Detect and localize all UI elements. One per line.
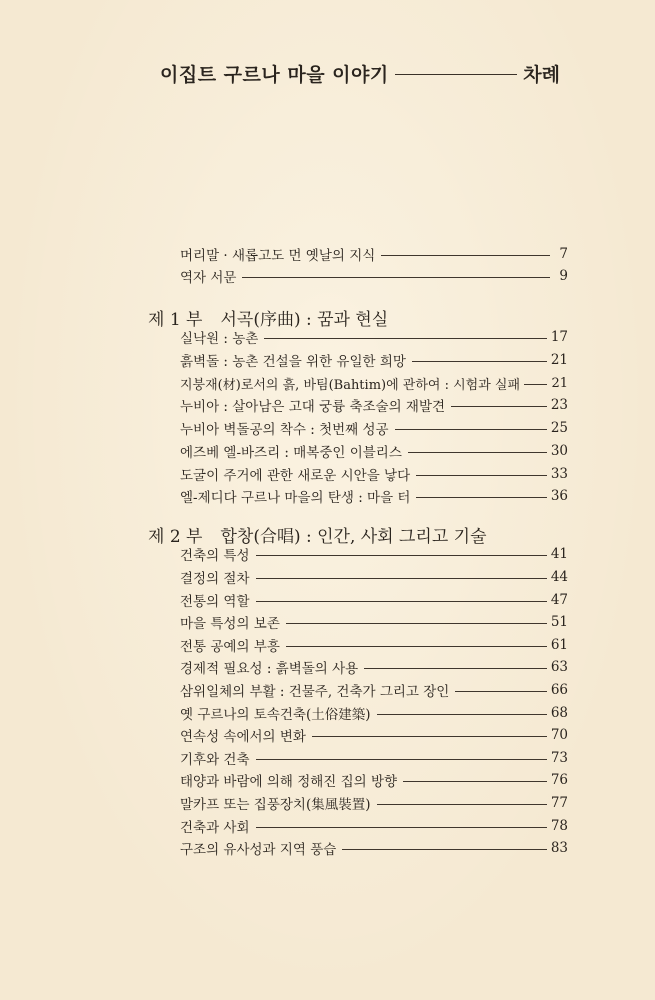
entry-title: 기후와 건축: [180, 752, 250, 768]
entry-title: 흙벽돌 : 농촌 건설을 위한 유일한 희망: [180, 354, 406, 370]
toc-entry: [180, 816, 568, 836]
entry-title: 태양과 바람에 의해 정해진 집의 방향: [180, 774, 398, 790]
leader-line: [342, 849, 546, 850]
toc-entry: [180, 680, 568, 700]
entry-page: 21: [550, 352, 568, 368]
entry-page: 21: [551, 375, 568, 391]
header-rule: [395, 74, 518, 75]
entry-title: 엘-제디다 구르나 마을의 탄생 : 마을 터: [180, 490, 411, 506]
leader-line: [455, 691, 546, 692]
leader-line: [242, 277, 550, 278]
leader-line: [312, 736, 547, 737]
toc-entry: [180, 590, 568, 610]
entry-title: 실낙원 : 농촌: [180, 331, 259, 347]
entry-page: 47: [550, 592, 568, 608]
leader-line: [286, 646, 547, 647]
entry-title: 지붕재(材)로서의 흙, 바팀(Bahtim)에 관하여 : 시험과 실패: [180, 377, 521, 393]
entry-page: 36: [550, 488, 568, 504]
leader-line: [416, 497, 546, 498]
entry-title: 전통 공예의 부흥: [180, 639, 280, 655]
entry-page: 63: [550, 659, 568, 675]
toc-label: 차례: [523, 63, 560, 86]
toc-entry: [180, 327, 568, 347]
entry-page: 9: [559, 268, 568, 284]
toc-entry: [180, 657, 568, 677]
leader-line: [377, 804, 547, 805]
leader-line: [416, 475, 547, 476]
entry-title: 역자 서문: [180, 270, 237, 286]
entry-title: 결정의 절차: [180, 571, 250, 587]
entry-page: 51: [550, 614, 568, 630]
entry-title: 옛 구르나의 토속건축(土俗建築): [180, 707, 371, 723]
leader-line: [403, 781, 547, 782]
entry-page: 66: [550, 682, 568, 698]
toc-entry: [180, 266, 568, 286]
toc-entry: [180, 486, 568, 506]
entry-page: 7: [559, 246, 568, 262]
leader-line: [264, 338, 546, 339]
leader-line: [256, 759, 547, 760]
part-number: 제 2 부: [148, 526, 203, 547]
part-number: 제 1 부: [148, 309, 203, 330]
toc-entry: [180, 373, 568, 393]
entry-page: 83: [550, 840, 568, 856]
toc-entry: [180, 395, 568, 415]
toc-entry: [180, 441, 568, 461]
entry-page: 44: [550, 569, 568, 585]
page-header: [160, 58, 560, 88]
entry-title: 건축과 사회: [180, 820, 250, 836]
toc-entry: [180, 350, 568, 370]
leader-line: [395, 429, 547, 430]
leader-line: [256, 827, 547, 828]
entry-title: 건축의 특성: [180, 548, 250, 564]
leader-line: [377, 714, 547, 715]
part-title: 합창(合唱) : 인간, 사회 그리고 기술: [220, 526, 487, 547]
entry-title: 에즈베 엘-바즈리 : 매복중인 이블리스: [180, 445, 402, 461]
entry-title: 삼위일체의 부활 : 건물주, 건축가 그리고 장인: [180, 684, 450, 700]
leader-line: [412, 361, 547, 362]
toc-entry: [180, 464, 568, 484]
leader-line: [256, 555, 547, 556]
entry-title: 말카프 또는 집풍장치(集風裝置): [180, 797, 371, 813]
entry-title: 구조의 유사성과 지역 풍습: [180, 842, 337, 858]
book-title: 이집트 구르나 마을 이야기: [160, 63, 389, 86]
toc-entry: [180, 635, 568, 655]
toc-entry: [180, 567, 568, 587]
entry-page: 23: [550, 397, 568, 413]
entry-page: 17: [550, 329, 568, 345]
entry-page: 77: [550, 795, 568, 811]
part-title: 서곡(序曲) : 꿈과 현실: [220, 309, 389, 330]
entry-title: 누비아 : 살아남은 고대 궁륭 축조술의 재발견: [180, 399, 446, 415]
entry-page: 68: [550, 705, 568, 721]
entry-page: 41: [550, 546, 568, 562]
leader-line: [256, 601, 547, 602]
toc-entry: [180, 793, 568, 813]
toc-entry: [180, 612, 568, 632]
toc-entry: [180, 418, 568, 438]
toc-entry: [180, 770, 568, 790]
toc-entry: [180, 544, 568, 564]
toc-entry: [180, 725, 568, 745]
toc-entry: [180, 703, 568, 723]
entry-page: 30: [550, 443, 568, 459]
entry-title: 경제적 필요성 : 흙벽돌의 사용: [180, 661, 359, 677]
toc-entry: [180, 838, 568, 858]
entry-page: 61: [550, 637, 568, 653]
leader-line: [364, 668, 547, 669]
entry-page: 78: [550, 818, 568, 834]
entry-title: 전통의 역할: [180, 594, 250, 610]
leader-line: [256, 578, 547, 579]
entry-title: 도굴이 주거에 관한 새로운 시안을 낳다: [180, 468, 411, 484]
entry-page: 25: [550, 420, 568, 436]
entry-page: 70: [550, 727, 568, 743]
leader-line: [408, 452, 547, 453]
toc-entry: [180, 244, 568, 264]
entry-page: 33: [550, 466, 568, 482]
leader-line: [286, 623, 547, 624]
entry-title: 누비아 벽돌공의 착수 : 첫번째 성공: [180, 422, 389, 438]
entry-title: 머리말 · 새롭고도 먼 옛날의 지식: [180, 248, 376, 264]
leader-line: [451, 406, 547, 407]
entry-title: 연속성 속에서의 변화: [180, 729, 306, 745]
leader-line: [381, 255, 550, 256]
entry-title: 마을 특성의 보존: [180, 616, 280, 632]
leader-line: [524, 384, 547, 385]
entry-page: 76: [550, 772, 568, 788]
toc-entry: [180, 748, 568, 768]
entry-page: 73: [550, 750, 568, 766]
